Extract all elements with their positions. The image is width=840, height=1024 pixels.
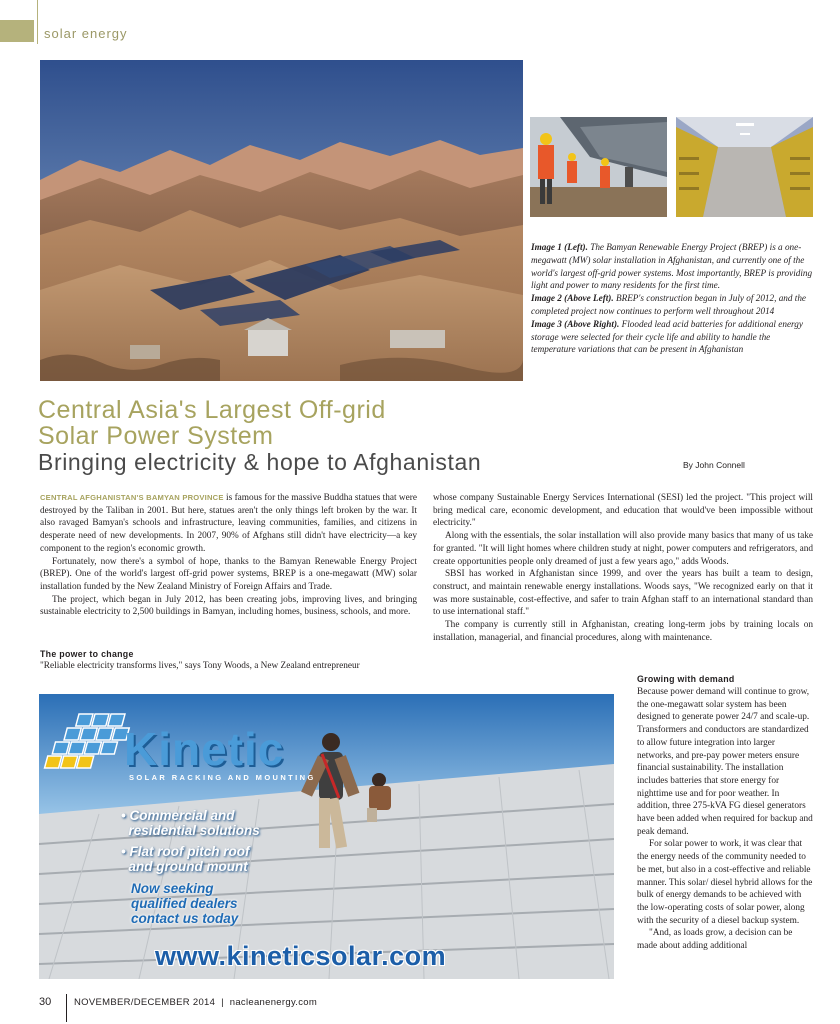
main-photo-illustration: [40, 60, 523, 381]
ad-bullet-1: • Commercial and residential solutions: [121, 808, 260, 838]
col3-paragraph-1: Because power demand will continue to grow, the one-megawatt solar system has been designed to generate power 24/7 and scale-up. Transformers and conductors are standardized to allow future integration into larger networks, and pre-pay power meters ensure financial sustainability. The installation includes batteries that store energy for nighttime use and for poor weather. In addition, three 275-kVA FG diesel generators have been added when required for backup and peak demand.: [637, 687, 813, 837]
article-column-3: [637, 686, 813, 953]
caption-image1-label: Image 1 (Left).: [531, 242, 588, 252]
paragraph-1: is famous for the massive Buddha statues that were destroyed by the Taliban in 2001. But here, statues aren't the only things left broken by the war. It also ravaged Bamyan's schools and infrastructure, leaving communities, families, and citizens in desperate need of new developments. In 2007, 90% of Afghans still didn't have electricity—a key component to the region's economic growth.: [40, 493, 417, 554]
section-label: solar energy: [44, 26, 128, 41]
header-rule: [37, 0, 38, 44]
ad-bullet-2: • Flat roof pitch roof and ground mount: [121, 844, 250, 874]
caption-image3-label: Image 3 (Above Right).: [531, 318, 620, 329]
paragraph-3: The project, which began in July 2012, has been creating jobs, improving lives, and bringing sustainable electricity to 2,500 buildings in Bamyan, including homes, business, schools, and more.: [40, 594, 417, 618]
ad-brand-logo: Kinetic: [124, 723, 285, 775]
battery-room-photo: [676, 117, 813, 217]
battery-room-illustration: [676, 117, 813, 217]
col2-paragraph-1: whose company Sustainable Energy Services International (SESI) led the project. "This project will bring medical care, economic development, and education that would've been impossible without electricity.": [433, 493, 813, 529]
workers-photo: [530, 117, 667, 217]
article-subtitle: Bringing electricity & hope to Afghanistan: [38, 449, 482, 475]
footer-issue: NOVEMBER/DECEMBER 2014: [74, 997, 216, 1008]
page-number: 30: [39, 996, 52, 1008]
col3-paragraph-3: "And, as loads grow, a decision can be made about adding additional: [637, 928, 793, 952]
col3-paragraph-2: For solar power to work, it was clear that the energy needs of the community needed to be met, but also in a cost-effective and reliable manner. This solar/ diesel hybrid allows for the bulk of energy demands to be achieved with the low-operating costs of solar power, along with the security of a diesel backup system.: [637, 839, 813, 926]
byline: By John Connell: [683, 460, 745, 470]
ad-tagline: SOLAR RACKING AND MOUNTING: [129, 773, 316, 782]
col2-paragraph-2: Along with the essentials, the solar installation will also provide many basics that many of us take for granted. "It will light homes where children study at night, power computers and refrigerators, and create opportunities people only dreamed of just a few years ago," adds Woods.: [433, 531, 813, 567]
footer-issue-site: NOVEMBER/DECEMBER 2014 | nacleanenergy.com: [74, 997, 318, 1008]
ad-dealer-callout: Now seeking qualified dealers contact us today: [131, 881, 239, 926]
paragraph-2: Fortunately, now there's a symbol of hope, thanks to the Bamyan Renewable Energy Project (BREP). One of the world's largest off-grid power systems, BREP is a one-megawatt (MW) solar installation funded by the New Zealand Ministry of Foreign Affairs and Trade.: [40, 556, 417, 592]
lead-in: CENTRAL AFGHANISTAN'S BAMYAN PROVINCE: [40, 493, 224, 502]
article-title-line2: Solar Power System: [38, 422, 274, 450]
subhead-power-to-change: The power to change: [40, 649, 134, 659]
footer-rule: [66, 994, 67, 1022]
subhead-growing-with-demand: Growing with demand: [637, 674, 735, 684]
footer-site[interactable]: nacleanenergy.com: [229, 997, 318, 1008]
article-title-line1: Central Asia's Largest Off-grid: [38, 396, 386, 424]
kinetic-advertisement[interactable]: [39, 694, 614, 979]
caption-image3-text: Flooded lead acid batteries for additional energy storage were selected for their cycle life and ability to handle the temperature variations that can be present in Afghanistan: [531, 318, 803, 355]
caption-image2-label: Image 2 (Above Left).: [531, 293, 614, 304]
col2-paragraph-3: SBSI has worked in Afghanistan since 1999, and over the years has built a team to design, construct, and maintain renewable energy installations. Woods says, "We recognized early on that it was more sustainable, cost-effective, and safer to train Afghan staff to an international standard than to use international staff.": [433, 569, 813, 618]
ad-website-link[interactable]: www.kineticsolar.com: [155, 941, 447, 971]
image-caption: [531, 241, 813, 356]
caption-image1-text: The Bamyan Renewable Energy Project (BREP) is a one-megawatt (MW) solar installation in Afghanistan, and currently one of the world's largest off-grid power systems. Most importantly, BREP is providing light and power to many residents for the first time.: [531, 242, 813, 291]
main-photo: [40, 60, 523, 381]
article-column-2: [433, 492, 813, 644]
col2-paragraph-4: The company is currently still in Afghanistan, creating long-term jobs by training locals on installation, managerial, and financial procedures, along with maintenance.: [433, 620, 813, 643]
paragraph-4: "Reliable electricity transforms lives," says Tony Woods, a New Zealand entrepreneur: [40, 661, 360, 671]
section-tab-block: [0, 20, 34, 42]
caption-image2-text: BREP's construction began in July of 2012, and the completed project now continues to perform well throughout 2014: [531, 293, 806, 316]
article-column-1: [40, 492, 417, 619]
workers-photo-illustration: [530, 117, 667, 217]
